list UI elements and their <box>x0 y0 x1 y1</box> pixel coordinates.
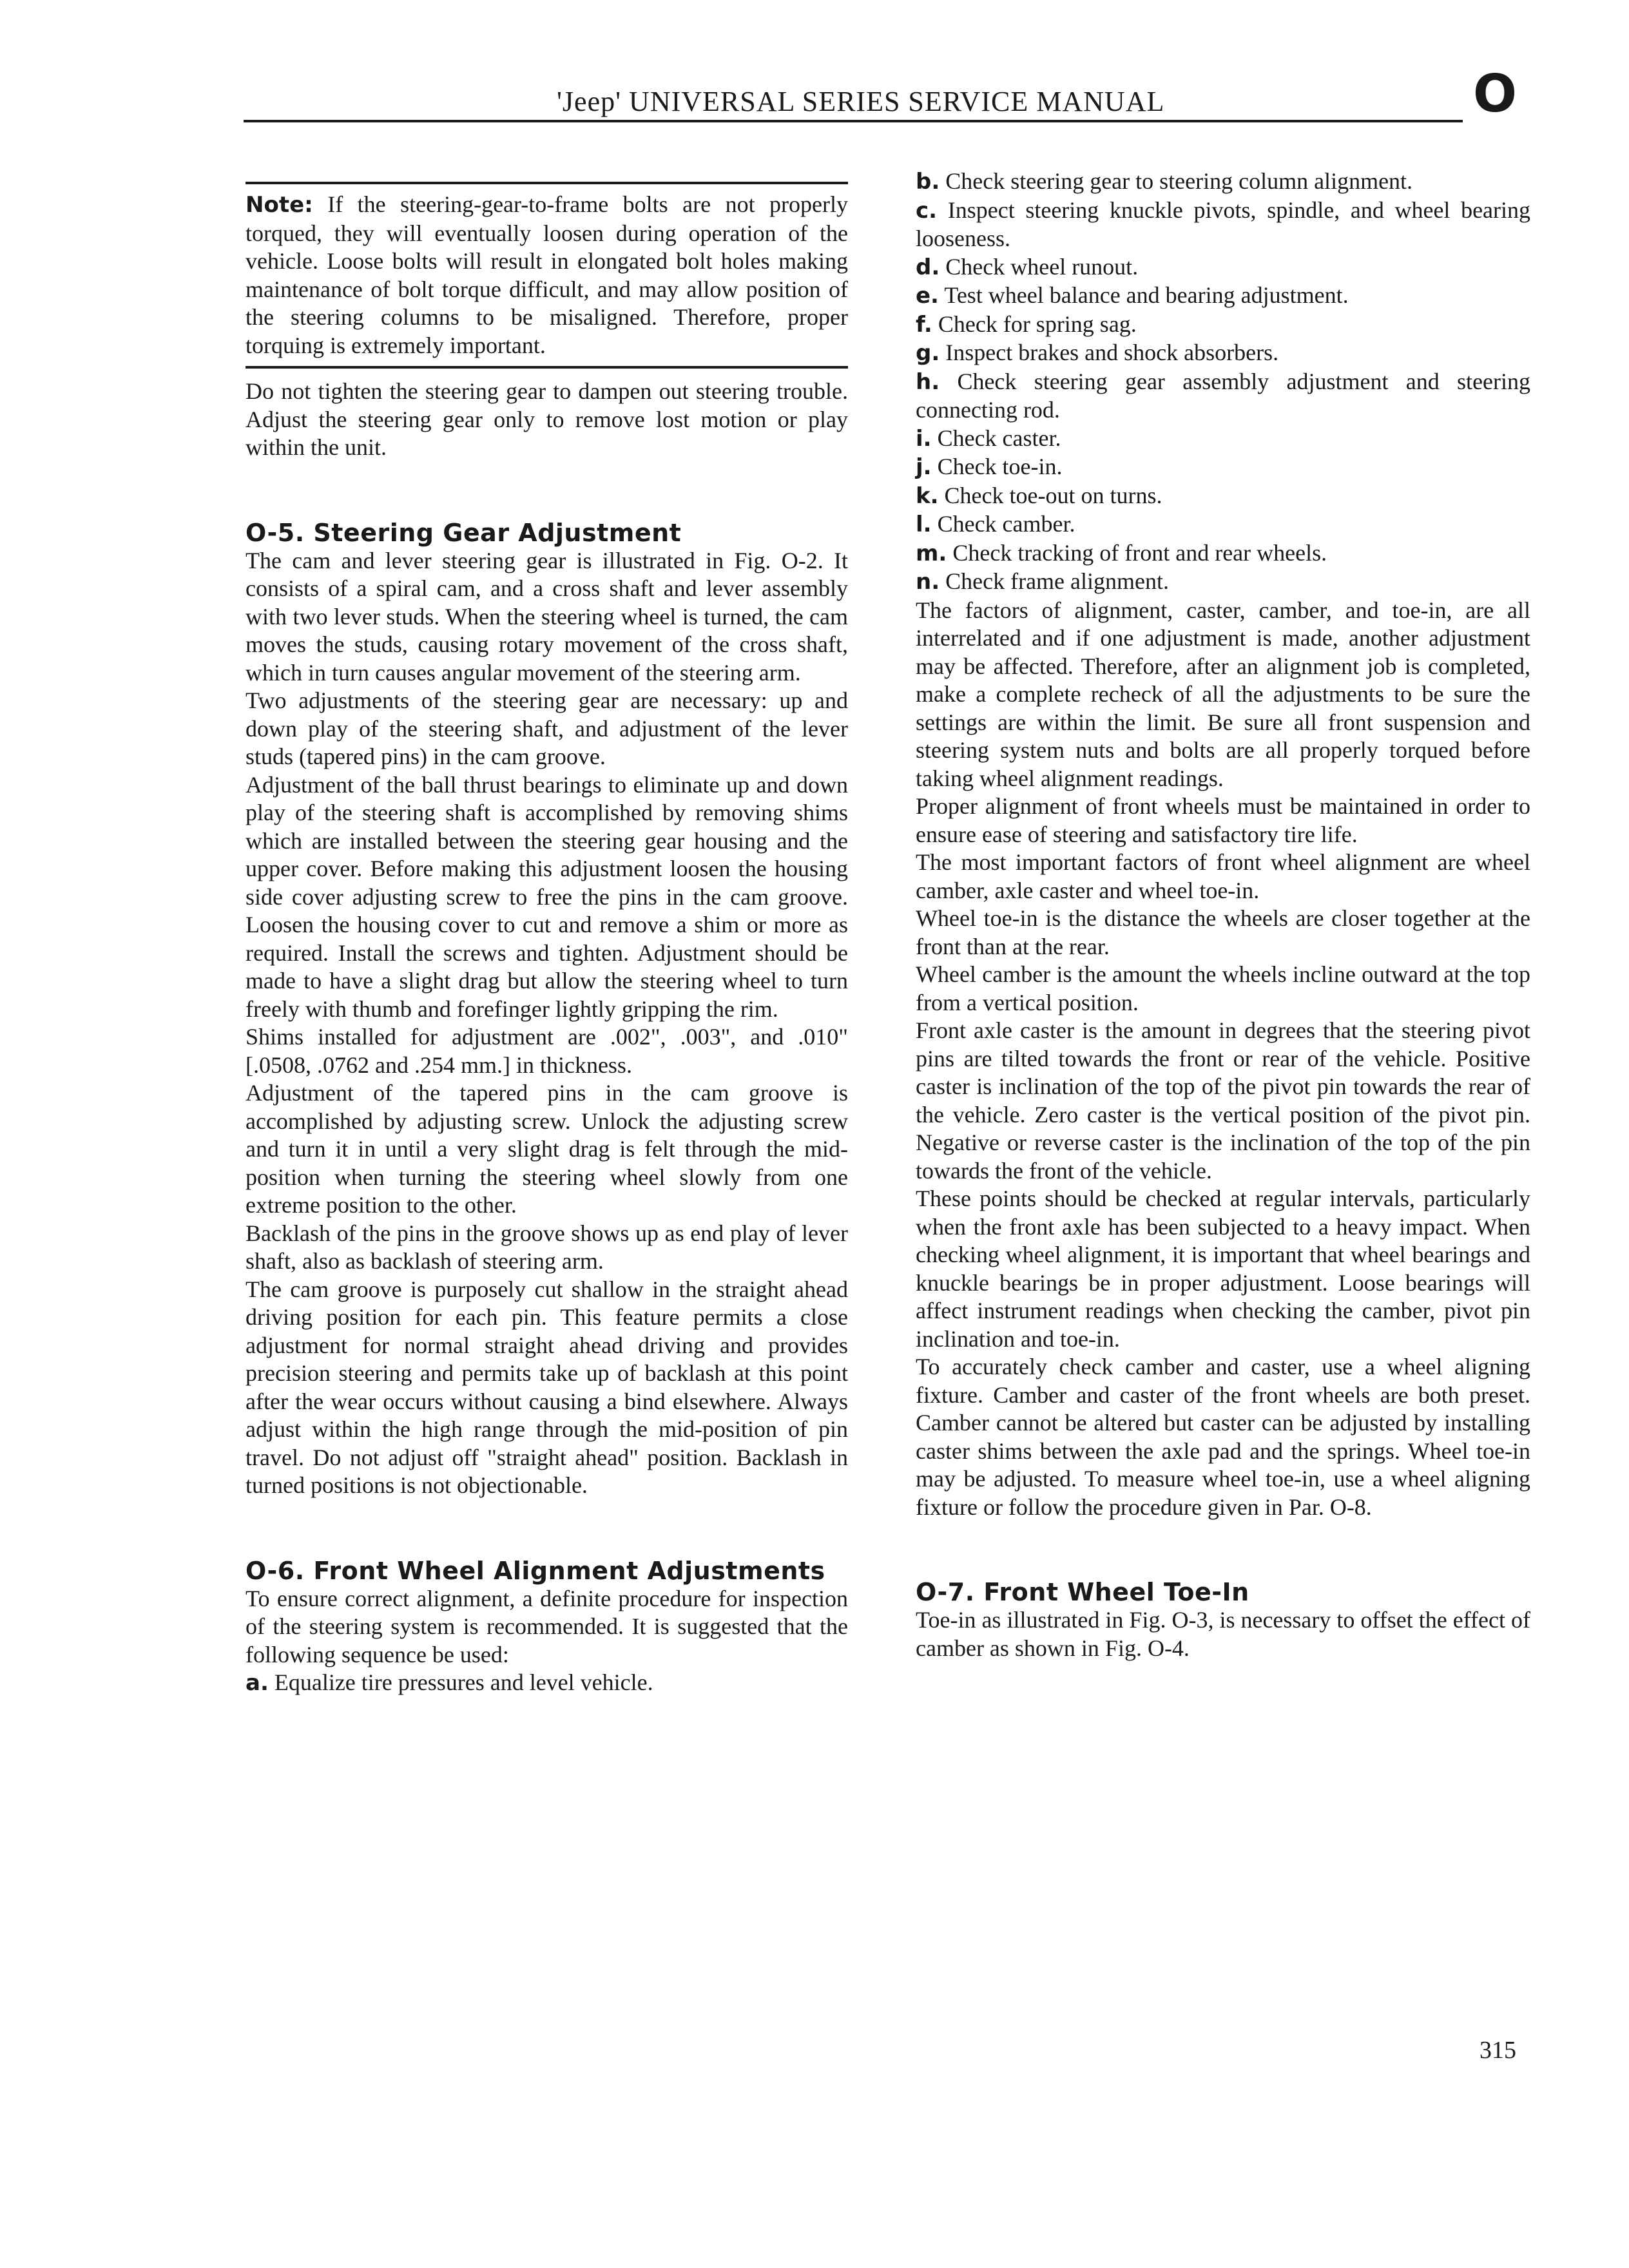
list-item-letter: g. <box>916 340 940 366</box>
camber-definition-paragraph: Wheel camber is the amount the wheels incline outward at the top from a vertical position. <box>916 961 1530 1015</box>
note-box <box>246 182 848 369</box>
list-item <box>916 168 1530 197</box>
list-item-letter: h. <box>916 369 940 395</box>
list-item-text: Check frame alignment. <box>945 568 1169 594</box>
list-item <box>916 253 1530 282</box>
list-item-letter: j. <box>916 454 932 480</box>
list-item-text: Inspect steering knuckle pivots, spindle, and wheel bearing looseness. <box>916 197 1531 251</box>
section-o5-paragraph-1: The cam and lever steering gear is illustrated in Fig. O-2. It consists of a spiral cam, and a cross shaft and lever assembly with two lever studs. When the steering wheel is turned, the cam moves the studs, causing rotary movement of the cross shaft, which in turn causes angular movement of the steering arm. <box>246 547 848 686</box>
right-column <box>916 168 1530 1662</box>
list-item <box>916 568 1530 597</box>
list-item-letter: e. <box>916 283 939 309</box>
list-item-letter: d. <box>916 254 940 280</box>
list-item <box>916 282 1530 311</box>
note-text: If the steering-gear-to-frame bolts are not properly torqued, they will eventually loosen during operation of the vehicle. Loose bolts will result in elongated bolt holes making maintenance of bolt torque difficult, and may allow position of the steering columns to be misaligned. Therefore, proper torquing is extremely important. <box>246 191 849 358</box>
section-o5-paragraph-3: Adjustment of the ball thrust bearings to eliminate up and down play of the steering shaft is accomplished by removing shims which are installed between the steering gear housing and the upper cover. Before making this adjustment loosen the housing side cover adjusting screw to free the pins in the cam groove. Loosen the housing cover to cut and remove a shim or more as required. Install the screws and tighten. Adjustment should be made to have a slight drag but allow the steering wheel to turn freely with thumb and forefinger lightly gripping the rim. <box>246 771 848 1022</box>
page-number: 315 <box>1480 2037 1516 2064</box>
list-item-text: Check toe-in. <box>937 454 1063 479</box>
section-o5-heading: O-5. Steering Gear Adjustment <box>246 518 682 547</box>
proper-alignment-paragraph: Proper alignment of front wheels must be maintained in order to ensure ease of steering and satisfactory tire life. <box>916 793 1530 847</box>
list-item-letter: m. <box>916 540 947 566</box>
list-item-text: Check for spring sag. <box>938 311 1137 337</box>
section-o5-paragraph-7: The cam groove is purposely cut shallow in the straight ahead driving position for each pin. This feature permits a close adjustment for normal straight ahead driving and provides precision steering and permits take up of backlash at this point after the wear occurs without causing a bind elsewhere. Always adjust within the high range through the mid-position of pin travel. Do not adjust off "straight ahead" position. Backlash in turned positions is not objectionable. <box>246 1276 848 1498</box>
section-o5-paragraph-6: Backlash of the pins in the groove shows up as end play of lever shaft, also as backlash of steering arm. <box>246 1220 848 1274</box>
list-item-letter: f. <box>916 311 932 338</box>
section-o6-paragraph-1: To ensure correct alignment, a definite procedure for inspection of the steering system is recommended. It is suggested that the following sequence be used: <box>246 1585 848 1667</box>
list-item-letter: b. <box>916 169 940 195</box>
list-item-letter: i. <box>916 425 932 452</box>
list-item <box>246 1669 848 1698</box>
list-item-letter: c. <box>916 197 938 224</box>
left-column <box>246 168 848 1698</box>
aligning-fixture-paragraph: To accurately check camber and caster, use a wheel aligning fixture. Camber and caster of the front wheels are both preset. Camber cannot be altered but caster can be adjusted by installing caster shims between the axle pad and the springs. Wheel toe-in may be adjusted. To measure wheel toe-in, use a wheel aligning fixture or follow the procedure given in Par. O-8. <box>916 1354 1530 1520</box>
section-letter: O <box>1472 64 1517 124</box>
section-o5-paragraph-2: Two adjustments of the steering gear are necessary: up and down play of the steering shaft, and adjustment of the lever studs (tapered pins) in the cam groove. <box>246 687 848 769</box>
section-o5-paragraph-5: Adjustment of the tapered pins in the cam groove is accomplished by adjusting screw. Unlock the adjusting screw and turn it in until a very slight drag is felt through the mid-position when turning the steering wheel slowly from one extreme position to the other. <box>246 1080 848 1218</box>
section-o5-paragraph-4: Shims installed for adjustment are .002", .003", and .010" [.0508, .0762 and .254 mm.] in thickness. <box>246 1024 848 1078</box>
section-o6-heading: O-6. Front Wheel Alignment Adjustments <box>246 1556 825 1585</box>
list-item-text: Check steering gear assembly adjustment and steering connecting rod. <box>916 368 1531 423</box>
section-o7-heading: O-7. Front Wheel Toe-In <box>916 1578 1249 1606</box>
list-item-letter: a. <box>246 1670 269 1696</box>
list-item-text: Test wheel balance and bearing adjustment. <box>944 282 1349 308</box>
list-item <box>916 539 1530 568</box>
toe-in-definition-paragraph: Wheel toe-in is the distance the wheels are closer together at the front than at the rear. <box>916 905 1530 959</box>
important-factors-paragraph: The most important factors of front wheel alignment are wheel camber, axle caster and wheel toe-in. <box>916 849 1530 903</box>
check-intervals-paragraph: These points should be checked at regular intervals, particularly when the front axle has been subjected to a heavy impact. When checking wheel alignment, it is important that wheel bearings and knuckle bearings be in proper adjustment. Loose bearings will affect instrument readings when checking the camber, pivot pin inclination and toe-in. <box>916 1186 1530 1352</box>
list-item-text: Check wheel runout. <box>945 253 1139 280</box>
list-item <box>916 510 1530 539</box>
list-item-text: Inspect brakes and shock absorbers. <box>945 340 1279 365</box>
list-item <box>916 425 1530 454</box>
list-item <box>916 482 1530 511</box>
note-label: Note: <box>246 192 313 218</box>
list-item-text: Check camber. <box>937 511 1075 537</box>
header-rule <box>244 120 1463 122</box>
list-item <box>916 368 1530 425</box>
list-item <box>916 311 1530 340</box>
header-title: 'Jeep' UNIVERSAL SERIES SERVICE MANUAL <box>557 86 1165 117</box>
list-item-text: Check tracking of front and rear wheels. <box>952 539 1327 566</box>
list-item <box>916 197 1530 253</box>
page-header <box>244 64 1517 124</box>
list-item-text: Check toe-out on turns. <box>944 482 1162 508</box>
caster-definition-paragraph: Front axle caster is the amount in degrees that the steering pivot pins are tilted towards the front or rear of the vehicle. Positive caster is inclination of the top of the pivot pin towards the rear of the vehicle. Zero caster is the vertical position of the pivot pin. Negative or reverse caster is the inclination of the top of the pin towards the front of the vehicle. <box>916 1017 1530 1184</box>
list-item-text: Check steering gear to steering column alignment. <box>945 168 1413 194</box>
list-item-letter: k. <box>916 483 939 509</box>
alignment-factors-paragraph: The factors of alignment, caster, camber, and toe-in, are all interrelated and if one adjustment is made, another adjustment may be affected. Therefore, after an alignment job is completed, make a complete recheck of all the adjustments to be sure the settings are within the limit. Be sure all front suspension and steering system nuts and bolts are all properly torqued before taking wheel alignment readings. <box>916 597 1530 791</box>
list-item <box>916 339 1530 368</box>
list-item <box>916 453 1530 482</box>
note-paragraph <box>246 191 848 360</box>
list-item-text: Equalize tire pressures and level vehicle. <box>274 1669 653 1695</box>
section-o7-paragraph-1: Toe-in as illustrated in Fig. O-3, is necessary to offset the effect of camber as shown in Fig. O-4. <box>916 1607 1530 1661</box>
list-item-letter: l. <box>916 512 932 537</box>
tighten-paragraph: Do not tighten the steering gear to dampen out steering trouble. Adjust the steering gear only to remove lost motion or play within the unit. <box>246 378 848 460</box>
list-item-text: Check caster. <box>937 425 1061 451</box>
list-item-letter: n. <box>916 569 940 595</box>
